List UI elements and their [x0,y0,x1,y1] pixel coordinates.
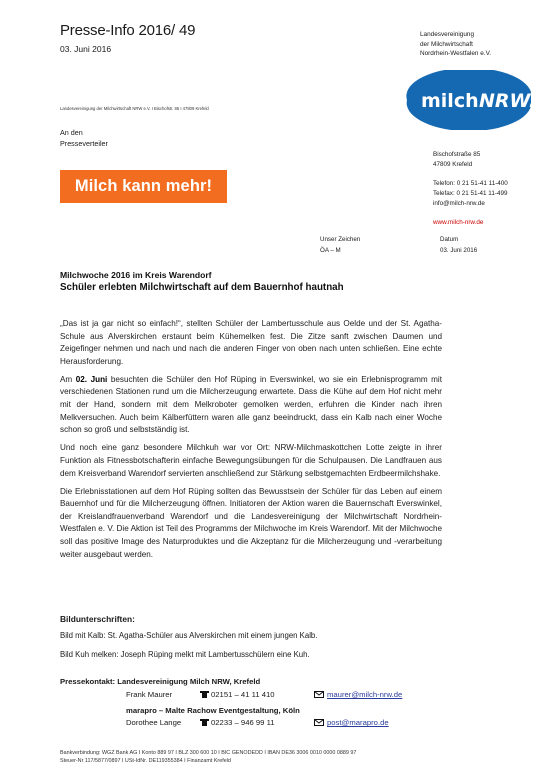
recipient-line: An den [60,128,83,137]
contact-email[interactable]: info@milch-nrw.de [433,199,485,207]
date-label: Datum [440,236,459,243]
organization-line: Nordrhein-Westfalen e.V. [420,50,492,58]
phone-icon [200,691,209,698]
paragraph: Die Erlebnisstationen auf dem Hof Rüping sollten das Bewusstsein der Schüler für das Leben auf einem Bauernhof und für die Milcherzeugung öffnen. Initiatoren der Aktion waren die Bauernschaft Everswinkel, der Kreislandfrauenverband Warendorf und die Landesvereinigung der Milchwirtschaft Nordrhein-Westfalen e. V. Die Aktion ist Teil des Programms der Milchwoche im Kreis Warendorf. Mit der Milchwoche soll das positive Image des Naturproduktes und die Akzeptanz für die Milcherzeugung und -verarbeitung weiter ausgebaut werden. [60,486,442,559]
organization-name [420,30,491,59]
article-heading [60,270,344,294]
tax-details: Steuer-Nr 117/5877/0897 I USt-IdNr. DE119355384 I Finanzamt Krefeld [60,758,231,765]
recipient-line: Presseverteiler [60,139,108,148]
contact-street: Bischofstraße 85 [433,151,481,158]
mail-icon [314,691,324,698]
contact-block [433,150,508,228]
reference-value: ÖA – M [320,246,341,254]
press-contact [60,677,500,731]
contact-phone: Telefon: 0 21 51-41 11-400 [433,180,508,188]
press-phone-1: 02151 – 41 11 410 [200,690,211,699]
highlight-date: 02. Juni [75,374,108,384]
press-org-1: Landesvereinigung Milch NRW, Krefeld [117,677,261,686]
paragraph: Am 02. Juni besuchten die Schüler den Hof Rüping in Everswinkel, wo sie ein Erlebnisprogramm mit verschiedenen Stationen rund um die Milcherzeugung erwartete. Dass die Kühe auf dem Hof nicht mehr mit der Hand, sondern mit dem Melkroboter gemolken werden, erfuhren die Kinder nach ihren Melkversuchen. Auch beim Kälberfüttern waren alle ganz beeindruckt, dass ein Kalb nach einer Woche schon so groß und selbstständig ist. [60,374,442,435]
paragraph: „Das ist ja gar nicht so einfach!“, stellten Schüler der Lambertusschule aus Oelde und der St. Agatha-Schule aus Alverskirchen erstaunt beim Kühemelken fest. Die Zitze sanft zwischen Daumen und Zeigefinger nehmen und nach und nach die anderen Finger von oben nach unten schließen. Eine echte Herausforderung. [60,319,442,366]
reference-label: Unser Zeichen [320,236,361,243]
mail-icon [314,719,324,726]
footer [60,749,356,765]
article-kicker: Milchwoche 2016 im Kreis Warendorf [60,270,212,280]
press-email-1[interactable]: maurer@milch-nrw.de [314,690,327,699]
press-org-2: marapro – Malte Rachow Eventgestaltung, Köln [126,705,300,715]
press-name-1: Frank Maurer [126,689,173,699]
recipient-block [60,127,108,149]
paragraph: Und noch eine ganz besondere Milchkuh war vor Ort: NRW-Milchmaskottchen Lotte zeigte in ihrer Funktion als Fitnessbotschafterin einfache Bewegungsübungen für die Schulpausen. Die Landfrauen aus dem Kreisverband Warendorf servierten anschließend zur Stärkung selbstgemachten Erdbeermilchshake. [60,443,442,478]
logo-text-nrw: NRW. [479,90,537,112]
caption-calf: Bild mit Kalb: St. Agatha-Schüler aus Alverskirchen mit einem jungen Kalb. [60,631,318,640]
slogan-banner: Milch kann mehr! [60,170,227,203]
document-date: 03. Juni 2016 [60,44,112,54]
caption-milking: Bild Kuh melken: Joseph Rüping melkt mit Lambertusschülern eine Kuh. [60,650,310,659]
press-phone-2: 02233 – 946 99 11 [200,718,211,727]
press-contact-label: Pressekontakt: [60,677,116,686]
document-title: Presse-Info 2016/ 49 [60,22,196,39]
organization-line: Landesvereinigung [420,31,475,38]
reference-fields [320,235,477,256]
phone-icon [200,719,209,726]
press-name-2: Dorothee Lange [126,718,182,728]
contact-website[interactable]: www.milch-nrw.de [433,218,484,226]
date-value: 03. Juni 2016 [440,246,478,254]
milch-nrw-logo [399,70,539,130]
article-headline: Schüler erlebten Milchwirtschaft auf dem Bauernhof hautnah [60,281,344,293]
captions-heading: Bildunterschriften: [60,614,135,624]
logo-text-milch: milch [421,90,479,112]
article-body [60,318,442,567]
organization-line: der Milchwirtschaft [420,40,473,48]
contact-fax: Telefax: 0 21 51-41 11-499 [433,189,508,197]
press-email-2[interactable]: post@marapro.de [314,718,327,727]
bank-details: Bankverbindung: WGZ Bank AG I Konto 889 97 I BLZ 300 600 10 I BIC GENODEDD I IBAN DE36 3006 0010 0000 0889 97 [60,750,357,756]
contact-city: 47809 Krefeld [433,160,473,168]
sender-line: Landesvereinigung der Milchwirtschaft NRW e.V. I Bischofstr. 85 I 47809 Krefeld [60,106,209,111]
